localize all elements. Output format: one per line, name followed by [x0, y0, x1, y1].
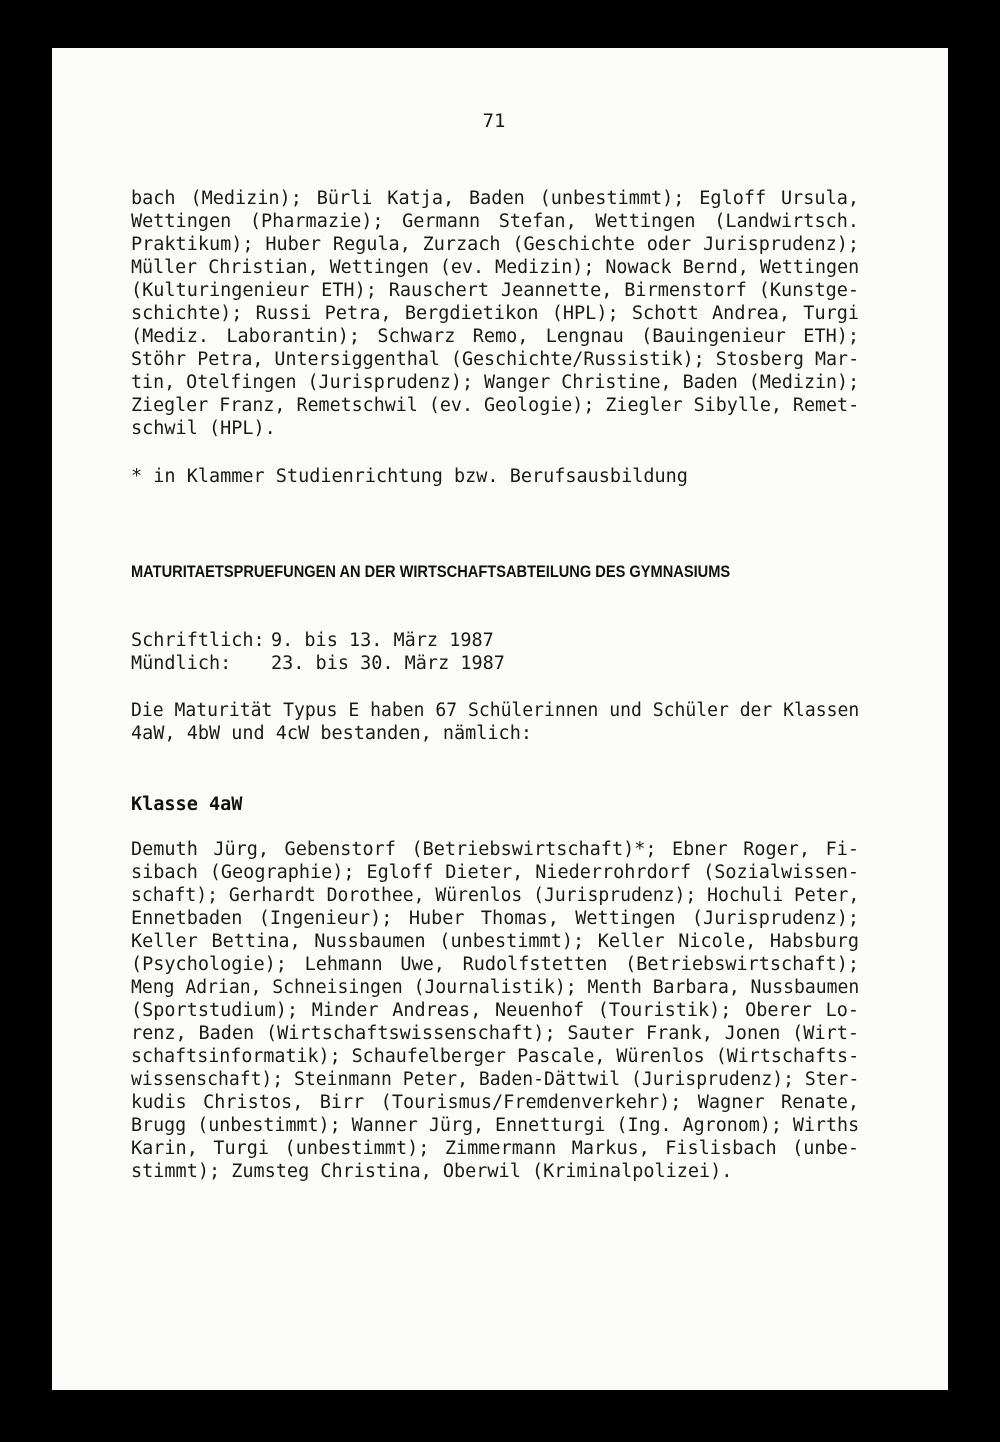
text-line: Brugg (unbestimmt); Wanner Jürg, Ennetturgi (Ing. Agronom); Wirths	[131, 1115, 860, 1136]
written-label: Schriftlich:	[131, 630, 265, 651]
written-exam-row	[131, 629, 494, 652]
text-line: Keller Bettina, Nussbaumen (unbestimmt); Keller Nicole, Habsburg	[131, 931, 859, 952]
text-line: sibach (Geographie); Egloff Dieter, Niederrohrdorf (Sozialwissen-	[131, 862, 859, 883]
text-line: Stöhr Petra, Untersiggenthal (Geschichte/Russistik); Stosberg Mar-	[131, 349, 860, 370]
text-line: renz, Baden (Wirtschaftswissenschaft); Sauter Frank, Jonen (Wirt-	[131, 1023, 859, 1044]
text-line: Wettingen (Pharmazie); Germann Stefan, Wettingen (Landwirtsch.	[131, 211, 859, 232]
text-line: wissenschaft); Steinmann Peter, Baden-Dättwil (Jurisprudenz); Ster-	[131, 1069, 860, 1090]
text-line: Ziegler Franz, Remetschwil (ev. Geologie); Ziegler Sibylle, Remet-	[131, 395, 860, 416]
written-value: 9. bis 13. März 1987	[271, 630, 494, 651]
class-heading: Klasse 4aW	[131, 794, 243, 815]
page-number: 71	[482, 110, 506, 132]
text-line: schwil (HPL).	[131, 418, 276, 439]
footnote: * in Klammer Studienrichtung bzw. Berufsausbildung	[131, 466, 688, 487]
text-line: schichte); Russi Petra, Bergdietikon (HPL); Schott Andrea, Turgi	[131, 303, 859, 324]
text-line: Müller Christian, Wettingen (ev. Medizin); Nowack Bernd, Wettingen	[131, 257, 860, 278]
text-line: (Kulturingenieur ETH); Rauschert Jeannette, Birmenstorf (Kunstge-	[131, 280, 859, 301]
oral-label: Mündlich:	[131, 653, 232, 674]
text-line: (Sportstudium); Minder Andreas, Neuenhof (Touristik); Oberer Lo-	[131, 1000, 859, 1021]
oral-value: 23. bis 30. März 1987	[271, 653, 505, 674]
text-line: 4aW, 4bW und 4cW bestanden, nämlich:	[131, 723, 532, 744]
text-line: Demuth Jürg, Gebenstorf (Betriebswirtschaft)*; Ebner Roger, Fi-	[131, 839, 859, 860]
text-line: stimmt); Zumsteg Christina, Oberwil (Kriminalpolizei).	[131, 1161, 733, 1182]
text-line: Ennetbaden (Ingenieur); Huber Thomas, Wettingen (Jurisprudenz);	[131, 908, 859, 929]
text-line: tin, Otelfingen (Jurisprudenz); Wanger Christine, Baden (Medizin);	[131, 372, 860, 393]
text-line: (Mediz. Laborantin); Schwarz Remo, Lengnau (Bauingenieur ETH);	[131, 326, 859, 347]
oral-exam-row	[131, 652, 505, 675]
text-line: schaft); Gerhardt Dorothee, Würenlos (Jurisprudenz); Hochuli Peter,	[131, 885, 860, 906]
text-line: kudis Christos, Birr (Tourismus/Fremdenverkehr); Wagner Renate,	[131, 1092, 859, 1113]
text-line: Praktikum); Huber Regula, Zurzach (Geschichte oder Jurisprudenz);	[131, 234, 859, 255]
text-line: (Psychologie); Lehmann Uwe, Rudolfstetten (Betriebswirtschaft);	[131, 954, 859, 975]
text-line: schaftsinformatik); Schaufelberger Pascale, Würenlos (Wirtschafts-	[131, 1046, 860, 1067]
text-line: Meng Adrian, Schneisingen (Journalistik); Menth Barbara, Nussbaumen	[131, 977, 860, 998]
text-line: Karin, Turgi (unbestimmt); Zimmermann Markus, Fislisbach (unbe-	[131, 1138, 859, 1159]
section-heading: MATURITAETSPRUEFUNGEN AN DER WIRTSCHAFTSABTEILUNG DES GYMNASIUMS	[131, 562, 731, 581]
text-line: bach (Medizin); Bürli Katja, Baden (unbestimmt); Egloff Ursula,	[131, 188, 859, 209]
text-line: Die Maturität Typus E haben 67 Schülerinnen und Schüler der Klassen	[131, 700, 860, 721]
